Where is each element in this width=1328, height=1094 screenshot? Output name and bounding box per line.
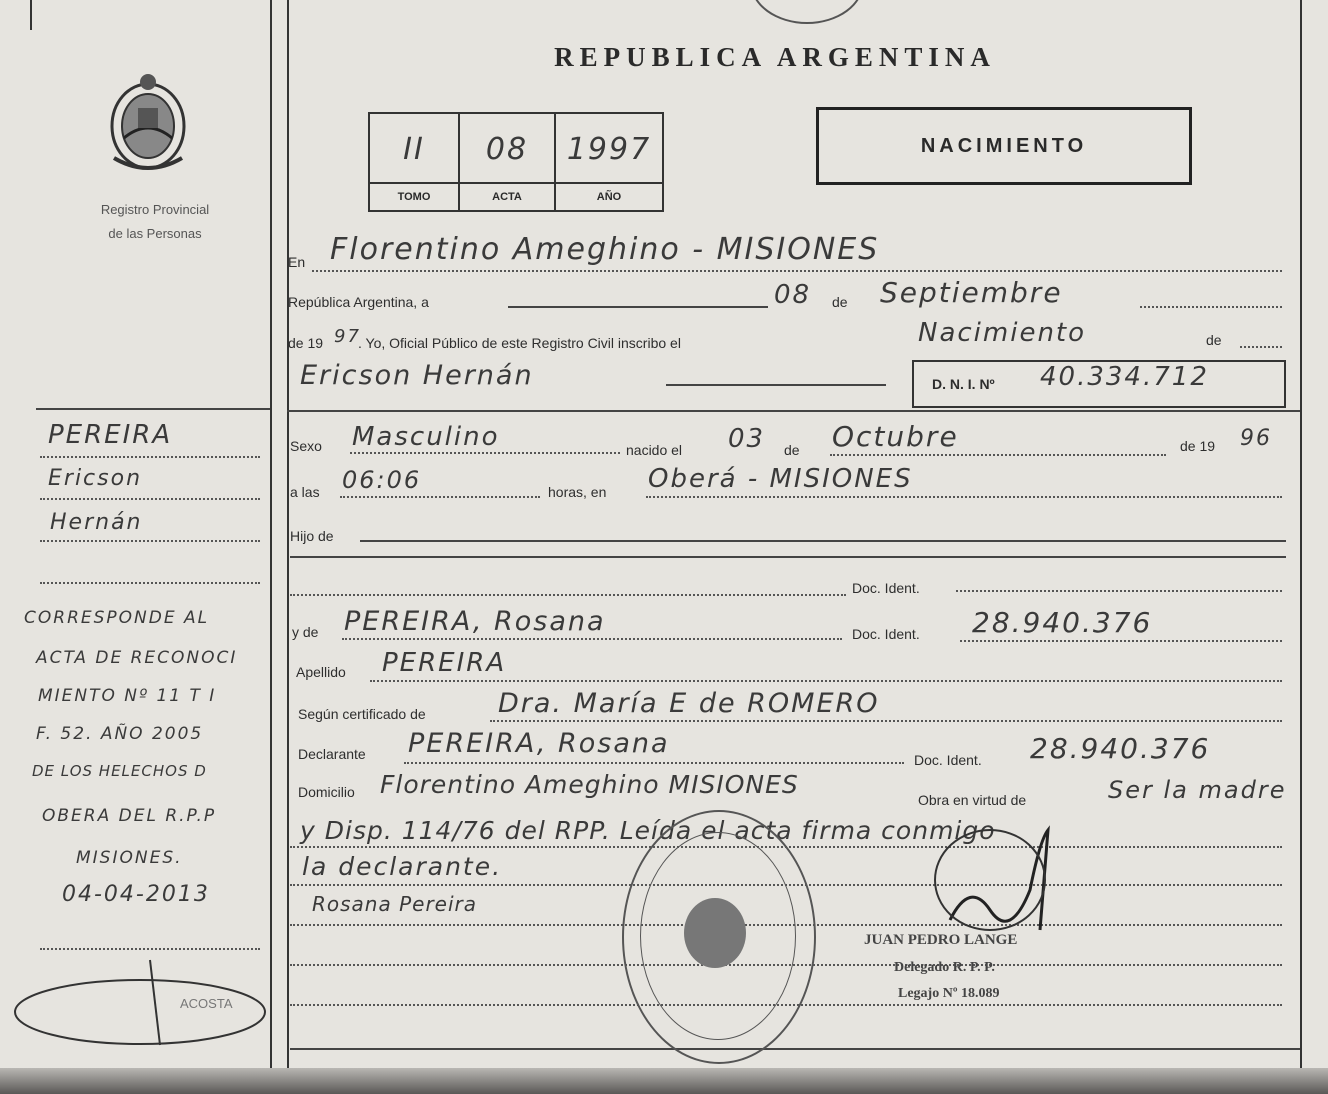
page-title: REPUBLICA ARGENTINA: [554, 42, 996, 72]
birth-de: de: [784, 442, 800, 458]
record-type-box: NACIMIENTO: [816, 107, 1192, 185]
de-label-2: de: [1206, 332, 1222, 348]
acta-label: ACTA: [460, 182, 554, 210]
margin-second: Hernán: [50, 510, 143, 535]
anio-value: 1997: [566, 132, 652, 167]
yde-label: y de: [292, 624, 319, 640]
mother-doc-value: 28.940.376: [972, 606, 1153, 639]
official-legajo: Legajo Nº 18.089: [898, 986, 1000, 1001]
alas-label: a las: [290, 484, 320, 500]
margin-note-4: DE LOS HELECHOS D: [32, 762, 207, 780]
record-number-box: [368, 112, 664, 212]
mother-doc-dots: [960, 640, 1282, 642]
sexo-label: Sexo: [290, 438, 322, 454]
dni-value: 40.334.712: [1040, 362, 1209, 392]
de-label: de: [832, 294, 848, 310]
tomo-label: TOMO: [370, 182, 458, 210]
margin-surname: PEREIRA: [48, 420, 173, 450]
segun-label: Según certificado de: [298, 706, 426, 722]
declarante-dots: [404, 762, 904, 764]
time-dots: [340, 496, 540, 498]
act-dots: [1240, 346, 1282, 348]
margin-footer-name: ACOSTA: [180, 996, 233, 1011]
father-doc-value-dots: [956, 590, 1282, 592]
republica-label: República Argentina, a: [288, 294, 429, 310]
registry-line2: de las Personas: [108, 226, 202, 241]
en-label: En: [288, 254, 306, 270]
nacido-label: nacido el: [626, 442, 683, 458]
declarante-label: Declarante: [298, 746, 366, 762]
name-line: [666, 384, 886, 386]
father-doc-dots: [290, 594, 846, 596]
month-value: Septiembre: [880, 276, 1063, 309]
tomo-cell: [370, 114, 460, 210]
acta-value: 08: [485, 132, 529, 167]
mother-value: PEREIRA, Rosana: [344, 606, 606, 637]
tomo-value: II: [403, 132, 425, 167]
extra-line-2: la declarante.: [302, 852, 503, 881]
margin-note-6: MISIONES.: [76, 848, 183, 868]
month-dots: [1140, 306, 1282, 308]
acta-cell: [460, 114, 556, 210]
birth-month: Octubre: [832, 420, 959, 453]
anio-label: AÑO: [556, 182, 662, 210]
birth-day: 03: [728, 424, 766, 454]
place-value: Oberá - MISIONES: [648, 464, 913, 494]
page-shadow: [0, 1068, 1328, 1094]
margin-divider-top: [36, 408, 270, 410]
day-value: 08: [774, 280, 812, 310]
domicilio-value: Florentino Ameghino MISIONES: [380, 770, 799, 799]
anio-cell: [556, 114, 662, 210]
year-prefix: de 19: [288, 335, 324, 351]
hijo-line-2: [290, 556, 1286, 558]
form-left-border: [287, 0, 289, 1068]
time-value: 06:06: [342, 466, 422, 494]
margin-first: Ericson: [48, 466, 143, 491]
domicilio-label: Domicilio: [298, 784, 355, 800]
sexo-value: Masculino: [352, 422, 500, 452]
place-dots: [646, 496, 1282, 498]
declarante-doc-value: 28.940.376: [1030, 732, 1211, 765]
declarante-value: PEREIRA, Rosana: [408, 728, 670, 759]
en-dots: [312, 270, 1282, 272]
year-value: 97: [334, 326, 361, 347]
official-title: Delegado R. P. P.: [894, 960, 995, 975]
margin-dots-1: [40, 456, 260, 458]
registry-line1: Registro Provincial: [100, 202, 210, 217]
horas-label: horas, en: [548, 484, 607, 500]
birth-year: 96: [1240, 426, 1272, 451]
margin-note-3: F. 52. AÑO 2005: [36, 724, 204, 744]
margin-divider: [270, 0, 272, 1068]
top-seal-fragment: [750, 0, 864, 24]
sexo-dots: [350, 452, 620, 454]
dni-label: D. N. I. Nº: [932, 376, 995, 392]
margin-note-1: ACTA DE RECONOCI: [36, 648, 238, 668]
hijo-label: Hijo de: [290, 528, 334, 544]
apellido-label: Apellido: [296, 664, 346, 680]
obra-value: Ser la madre: [1108, 776, 1287, 804]
apellido-dots: [370, 680, 1282, 682]
official-name: JUAN PEDRO LANGE: [864, 932, 1018, 948]
margin-left-border: [30, 0, 32, 30]
margin-note-5: OBERA DEL R.P.P: [42, 806, 217, 826]
birth-year-label: de 19: [1180, 438, 1216, 454]
margin-dots-2: [40, 498, 260, 500]
margin-note-2: MIENTO Nº 11 T I: [38, 686, 217, 706]
obra-label: Obra en virtud de: [918, 792, 1027, 808]
en-value: Florentino Ameghino - MISIONES: [330, 232, 880, 267]
hijo-line: [360, 540, 1286, 542]
margin-dots-3: [40, 540, 260, 542]
margin-signature-icon: [10, 950, 290, 1055]
declarante-doc-label: Doc. Ident.: [914, 752, 982, 768]
segun-dots: [490, 720, 1282, 722]
mother-dots: [342, 638, 842, 640]
dni-box: [912, 360, 1286, 408]
segun-value: Dra. María E de ROMERO: [498, 688, 880, 719]
act-value: Nacimiento: [918, 318, 1087, 348]
statement-text: . Yo, Oficial Público de este Registro Civil inscribo el: [358, 335, 681, 351]
section-divider-1: [287, 410, 1300, 412]
birth-month-dots: [830, 454, 1166, 456]
apellido-value: PEREIRA: [382, 648, 507, 678]
coat-of-arms-icon: [100, 68, 196, 183]
father-doc-label: Doc. Ident.: [852, 580, 920, 596]
declarante-signature: Rosana Pereira: [312, 892, 478, 916]
margin-note-0: CORRESPONDE AL: [24, 608, 210, 628]
republica-line: [508, 306, 768, 308]
mother-doc-label: Doc. Ident.: [852, 626, 920, 642]
extra-line-1: y Disp. 114/76 del RPP. Leída el acta firma conmigo: [300, 816, 996, 845]
official-seal: [622, 810, 816, 1064]
margin-dots-4: [40, 582, 260, 584]
bottom-line: [290, 1048, 1300, 1050]
seal-emblem-icon: [684, 898, 746, 968]
margin-note-7: 04-04-2013: [62, 882, 210, 907]
name-value: Ericson Hernán: [300, 360, 534, 391]
form-right-border: [1300, 0, 1302, 1068]
